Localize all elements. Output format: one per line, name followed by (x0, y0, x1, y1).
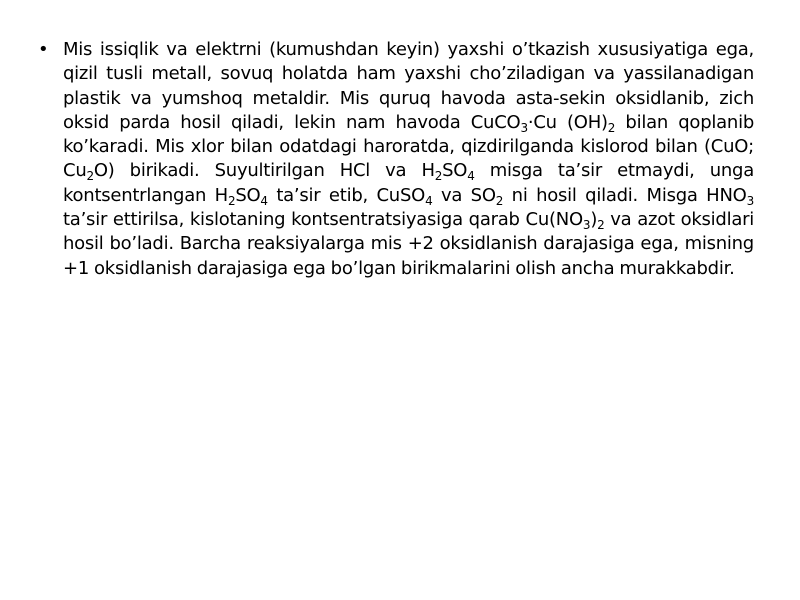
text-segment: SO (235, 184, 261, 206)
subscript: 2 (434, 169, 443, 184)
text-segment: ni hosil qiladi. Misga HNO (503, 184, 747, 206)
subscript: 4 (425, 193, 433, 208)
text-segment: misga ta’sir etmaydi, unga kontsentrlangan H (63, 160, 754, 206)
subscript: 2 (607, 120, 616, 135)
slide-content (38, 38, 754, 281)
subscript: 4 (260, 193, 268, 208)
text-segment: ·Cu (OH) (527, 111, 608, 133)
text-segment: ta’sir etib, CuSO (267, 184, 426, 206)
text-segment: SO (442, 160, 468, 182)
text-segment: ta’sir ettirilsa, kislotaning kontsentratsiyasiga qarab Cu(NO (63, 209, 583, 231)
text-segment: O) birikadi. Suyultirilgan HCl va H (93, 160, 435, 182)
subscript: 2 (86, 169, 94, 184)
text-segment: va azot oksidlari hosil bo’ladi. Barcha reaksiyalarga mis +2 oksidlanish darajasiga ega, misning +1 oksidlanish darajasiga ega bo’lgan birikmalarini olish ancha murakkabdir. (63, 209, 755, 279)
text-segment: ) (590, 209, 598, 231)
bullet-icon: • (38, 39, 49, 60)
subscript: 4 (467, 169, 475, 184)
subscript: 2 (597, 218, 605, 233)
subscript: 2 (227, 193, 236, 208)
subscript: 3 (582, 218, 591, 233)
text-segment: Mis issiqlik va elektrni (kumushdan keyin) yaxshi o’tkazish xususiyatiga ega, qizil tusli metall, sovuq holatda ham yaxshi cho’ziladigan va yassilanadigan plastik va yumshoq metaldir. Mis quruq havoda asta-sekin oksidlanib, zich oksid parda hosil qiladi, lekin nam havoda CuCO (63, 39, 754, 133)
subscript: 3 (520, 120, 528, 135)
paragraph-text (63, 39, 754, 279)
text-segment: bilan qoplanib ko’karadi. Mis xlor bilan odatdagi haroratda, qizdirilganda kislorod bilan (CuO; Cu (63, 111, 754, 182)
bullet-paragraph (38, 38, 754, 281)
text-segment: va SO (432, 184, 496, 206)
subscript: 2 (495, 193, 504, 208)
subscript: 3 (746, 193, 754, 208)
